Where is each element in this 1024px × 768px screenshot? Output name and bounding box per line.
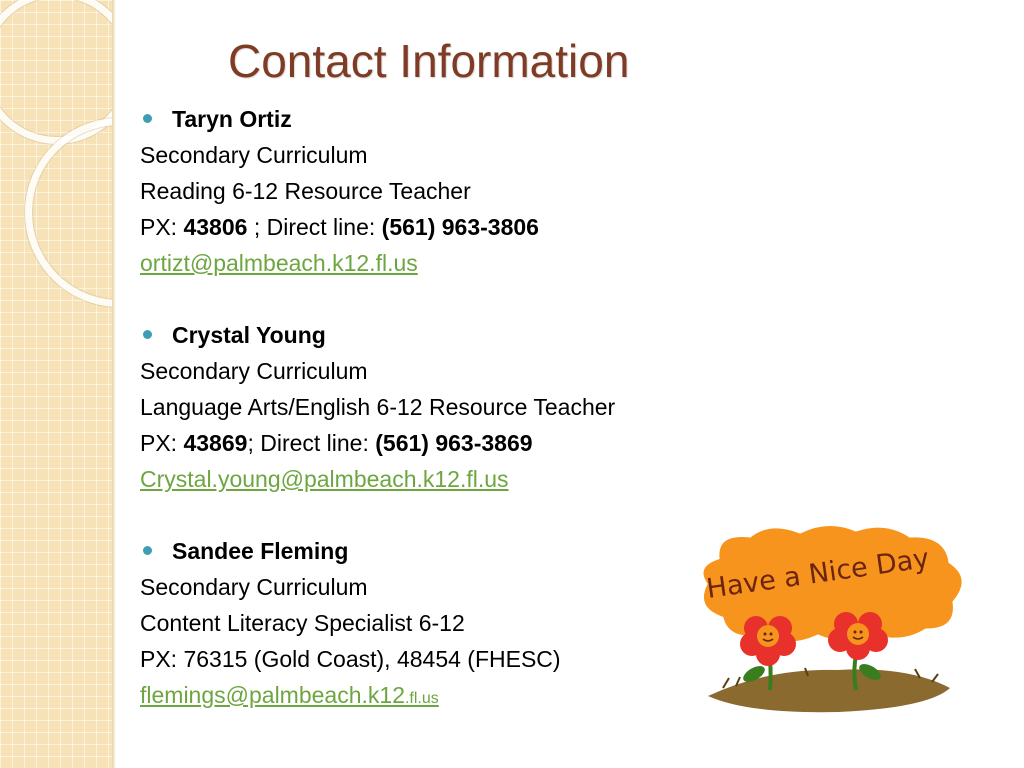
slide-title: Contact Information (228, 35, 630, 87)
contact-name: Crystal Young (172, 322, 326, 348)
direct-phone: (561) 963-3869 (375, 430, 533, 456)
contact-department: Secondary Curriculum (140, 574, 368, 600)
contact-department: Secondary Curriculum (140, 358, 368, 384)
ground (708, 668, 950, 712)
contact-name: Sandee Fleming (172, 538, 349, 564)
direct-phone: (561) 963-3806 (381, 214, 539, 240)
contact-department: Secondary Curriculum (140, 142, 368, 168)
contact-entry (140, 533, 720, 717)
decorative-sidebar (0, 0, 112, 768)
bullet-icon (143, 114, 152, 123)
px-label: PX: (140, 430, 184, 456)
bullet-icon (143, 546, 152, 555)
contact-phone-line: PX: 76315 (Gold Coast), 48454 (FHESC) (140, 646, 561, 672)
contact-name-line (140, 101, 720, 137)
contact-email-link[interactable]: Crystal.young@palmbeach.k12.fl.us (140, 466, 509, 492)
email-suffix: .fl.us (404, 690, 439, 707)
have-a-nice-day-clipart (688, 518, 978, 718)
px-extension: 43869 (183, 430, 248, 456)
contact-email-link[interactable]: ortizt@palmbeach.k12.fl.us (140, 250, 418, 276)
contact-entry (140, 101, 720, 281)
contact-name-line (140, 317, 720, 353)
sidebar-edge (112, 0, 116, 768)
contact-email-link[interactable] (140, 682, 439, 708)
contact-role: Language Arts/English 6-12 Resource Teacher (140, 394, 616, 420)
direct-line-label: ; Direct line: (247, 430, 376, 456)
contact-entry (140, 317, 720, 497)
contact-role: Reading 6-12 Resource Teacher (140, 178, 471, 204)
contact-phone-line (140, 209, 720, 245)
px-label: PX: (140, 214, 184, 240)
contact-role: Content Literacy Specialist 6-12 (140, 610, 465, 636)
contact-name-line (140, 533, 720, 569)
decorative-ring (25, 118, 112, 307)
contact-list (140, 101, 720, 753)
clipart-text: Have a Nice Day (704, 543, 931, 605)
px-extension: 43806 (183, 214, 248, 240)
bullet-icon (143, 330, 152, 339)
contact-name: Taryn Ortiz (172, 106, 292, 132)
contact-phone-line (140, 425, 720, 461)
direct-line-label: ; Direct line: (247, 214, 382, 240)
email-main: flemings@palmbeach.k12 (140, 682, 405, 708)
